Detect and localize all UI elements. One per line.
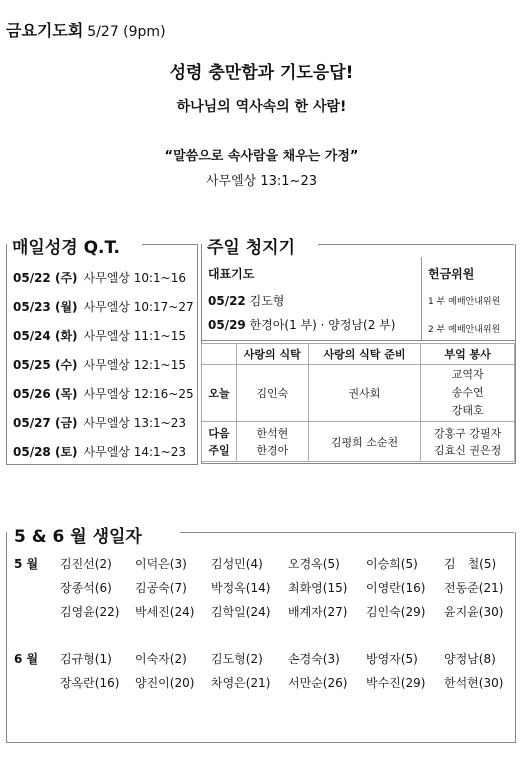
offering-2: 2 부 예배안내위원	[428, 325, 501, 335]
theme-line-3: “말씀으로 속사람을 채우는 가정”	[164, 149, 359, 164]
table-cell	[421, 365, 515, 422]
may-label: 5 월	[14, 557, 39, 571]
theme-line-2: 하나님의 역사속의 한 사람!	[176, 99, 347, 115]
birthday-entry: 박세진(24)	[135, 605, 195, 619]
birthday-entry: 이덕은(3)	[135, 557, 187, 571]
birthday-entry: 방영자(5)	[366, 652, 418, 666]
qt-row	[13, 408, 195, 437]
col-header: 부엌 봉사	[421, 344, 515, 365]
theme-line-1: 성령 충만함과 기도응답!	[169, 63, 354, 83]
table-cell: 김평희 소순천	[308, 422, 421, 462]
qt-date: 05/24 (화)	[13, 329, 78, 343]
qt-date: 05/28 (토)	[13, 445, 78, 459]
birthday-entry: 박수진(29)	[366, 676, 426, 690]
birthday-entry: 오경옥(5)	[288, 557, 340, 571]
birthday-entry: 차영은(21)	[211, 676, 271, 690]
birthday-entry: 김규형(1)	[60, 652, 112, 666]
header-title: 금요기도회	[6, 21, 84, 40]
cell-line: 강홍구 강필자	[434, 426, 502, 440]
birthday-entry: 박정옥(14)	[211, 581, 271, 595]
cell-line: 다음	[208, 426, 230, 440]
birthday-entry: 한석현(30)	[444, 676, 504, 690]
birthday-entry: 장옥란(16)	[60, 676, 120, 690]
june-label: 6 월	[14, 652, 39, 666]
birthday-entry: 김도형(2)	[211, 652, 263, 666]
birthday-entry: 김성민(4)	[211, 557, 263, 571]
qt-row	[13, 437, 195, 466]
birthday-entry: 이숙자(2)	[135, 652, 187, 666]
row-label	[202, 422, 237, 462]
cell-line: 교역자	[451, 368, 484, 381]
birthday-entry: 최화영(15)	[288, 581, 348, 595]
qt-passage: 사무엘상 12:1~15	[83, 358, 186, 372]
birthday-entry: 김공숙(7)	[135, 581, 187, 595]
qt-date: 05/23 (월)	[13, 300, 78, 314]
birthday-entry: 김인숙(29)	[366, 605, 426, 619]
cell-line: 한경아	[256, 443, 289, 457]
birthday-entry: 배계자(27)	[288, 605, 348, 619]
birthday-entry: 서만순(26)	[288, 676, 348, 690]
birthday-entry: 이승희(5)	[366, 557, 418, 571]
qt-passage: 사무엘상 10:1~16	[83, 271, 186, 285]
qt-row	[13, 321, 195, 350]
qt-date: 05/26 (목)	[13, 387, 78, 401]
birthday-entry: 양정남(8)	[444, 652, 496, 666]
row-label: 오늘	[202, 365, 237, 422]
birthday-entry: 김진선(2)	[60, 557, 112, 571]
birthday-entry: 김영윤(22)	[60, 605, 120, 619]
qt-row	[13, 292, 195, 321]
cell-line: 주일	[208, 443, 230, 457]
offering-label: 헌금위원	[428, 267, 475, 281]
table-cell: 권사회	[308, 365, 421, 422]
table-cell: 김인숙	[236, 365, 308, 422]
prayer-date: 05/29	[208, 318, 246, 332]
prayer-label: 대표기도	[208, 267, 255, 281]
bulletin-header	[6, 18, 166, 41]
prayer-name: 한경아(1 부) · 양정남(2 부)	[249, 318, 396, 332]
qt-row	[13, 263, 195, 292]
table-row	[202, 365, 515, 422]
prayer-row-2	[208, 316, 395, 333]
theme-line-4: 사무엘상 13:1~23	[206, 174, 317, 189]
qt-passage: 사무엘상 14:1~23	[83, 445, 186, 459]
qt-passage: 사무엘상 13:1~23	[83, 416, 186, 430]
qt-row	[13, 379, 195, 408]
table-cell	[236, 422, 308, 462]
table-header-row	[202, 344, 515, 365]
birthday-entry: 김학일(24)	[211, 605, 271, 619]
qt-title: 매일성경 Q.T.	[12, 238, 120, 258]
cell-line: 송수연	[451, 386, 484, 399]
qt-date: 05/22 (주)	[13, 271, 78, 285]
stewards-table	[201, 343, 515, 462]
cell-line: 김효신 권은정	[434, 443, 502, 457]
prayer-name: 김도형	[249, 294, 285, 308]
birthday-entry: 윤지윤(30)	[444, 605, 504, 619]
offering-1: 1 부 예배안내위원	[428, 297, 501, 307]
cell-line: 한석현	[256, 426, 289, 440]
cell-line: 강태호	[451, 404, 484, 417]
table-corner	[202, 344, 237, 365]
birthday-entry: 김 철(5)	[444, 557, 497, 571]
birthday-entry: 양진이(20)	[135, 676, 195, 690]
prayer-date: 05/22	[208, 294, 246, 308]
birthday-title: 5 & 6 월 생일자	[14, 527, 142, 547]
header-date: 5/27 (9pm)	[87, 24, 166, 40]
stewards-vertical-divider	[421, 257, 422, 340]
stewards-horizontal-divider	[201, 340, 515, 341]
qt-passage: 사무엘상 10:17~27	[83, 300, 194, 314]
qt-passage: 사무엘상 11:1~15	[83, 329, 186, 343]
table-cell	[421, 422, 515, 462]
birthday-entry: 장종석(6)	[60, 581, 112, 595]
col-header: 사랑의 식탁	[236, 344, 308, 365]
qt-date: 05/27 (금)	[13, 416, 78, 430]
table-row	[202, 422, 515, 462]
birthday-entry: 손경숙(3)	[288, 652, 340, 666]
col-header: 사랑의 식탁 준비	[308, 344, 421, 365]
stewards-title: 주일 청지기	[207, 238, 296, 258]
prayer-row-1	[208, 292, 284, 309]
qt-date: 05/25 (수)	[13, 358, 78, 372]
qt-list	[13, 263, 195, 466]
qt-passage: 사무엘상 12:16~25	[83, 387, 194, 401]
birthday-entry: 이영란(16)	[366, 581, 426, 595]
qt-row	[13, 350, 195, 379]
birthday-entry: 전동준(21)	[444, 581, 504, 595]
